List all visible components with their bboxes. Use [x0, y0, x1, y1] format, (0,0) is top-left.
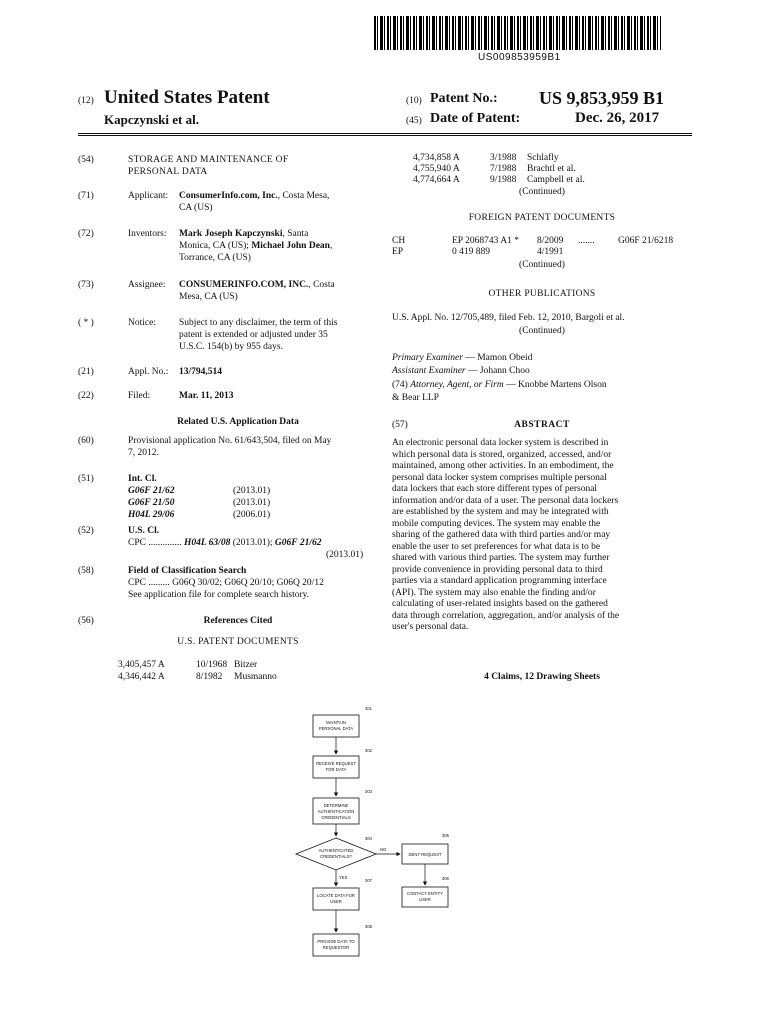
inventor-2: Michael John Dean: [251, 241, 330, 251]
other-publications-heading: OTHER PUBLICATIONS: [488, 289, 596, 299]
foreign-date: 8/2009: [537, 236, 564, 246]
inventor-1: Mark Joseph Kapczynski: [179, 229, 283, 239]
assignee-label: Assignee:: [128, 280, 166, 290]
int-cl-year: (2013.01): [233, 498, 271, 508]
abstract-line: information and/or data of a user. The personal data lockers: [392, 495, 619, 506]
abstract-line: sharing of the gathered data with third parties and/or may: [392, 530, 611, 540]
foreign-docs-heading: FOREIGN PATENT DOCUMENTS: [468, 213, 616, 223]
abstract-line: calculating of user-related insights based on the gathered: [392, 599, 608, 609]
num-45: (45): [406, 116, 422, 126]
claims-summary: 4 Claims, 12 Drawing Sheets: [484, 672, 600, 682]
foreign-dots: .......: [578, 236, 595, 246]
svg-text:301: 301: [365, 706, 372, 711]
related-data-heading: Related U.S. Application Data: [177, 417, 299, 427]
field-22-num: (22): [78, 391, 94, 401]
patent-no-label: Patent No.:: [430, 91, 498, 106]
field-search-label: Field of Classification Search: [128, 566, 247, 576]
field-54-num: (54): [78, 155, 94, 165]
foreign-number: 0 419 889: [452, 247, 490, 257]
filed-value: Mar. 11, 2013: [179, 391, 234, 401]
svg-text:PROVIDE DATA TO: PROVIDE DATA TO: [317, 939, 355, 944]
field-73-num: (73): [78, 280, 94, 290]
svg-text:AUTHENTICATED: AUTHENTICATED: [318, 848, 354, 853]
provisional-line-1: Provisional application No. 61/643,504, filed on May: [128, 436, 332, 446]
ref-number: 4,774,664 A: [413, 175, 460, 185]
applicant-line-2: CA (US): [179, 203, 213, 213]
ref-date: 7/1988: [490, 164, 517, 174]
provisional-line-2: 7, 2012.: [128, 448, 159, 458]
us-cl-label: U.S. Cl.: [128, 526, 160, 536]
int-cl-label: Int. Cl.: [128, 474, 157, 484]
ref-date: 9/1988: [490, 175, 517, 185]
ref-number: 4,346,442 A: [118, 672, 165, 682]
assignee-name: CONSUMERINFO.COM, INC.: [179, 280, 309, 290]
abstract-line: provide convenience in providing personal data to third: [392, 564, 603, 575]
ref-name: Bitzer: [234, 660, 258, 670]
abstract-line: (API). The system may also enable the finding and/or: [392, 587, 596, 598]
continued-label: (Continued): [519, 260, 565, 270]
ref-number: 3,405,457 A: [118, 660, 165, 670]
ref-name: Campbell et al.: [527, 175, 585, 185]
attorney-line-2: & Bear LLP: [392, 393, 439, 403]
appl-no-label: Appl. No.:: [128, 367, 169, 377]
abstract-heading: ABSTRACT: [514, 420, 570, 430]
notice-line-2: patent is extended or adjusted under 35: [179, 330, 328, 340]
references-heading: References Cited: [203, 616, 273, 626]
abstract-line: maintained, among other activities. In an embodiment, the: [392, 461, 614, 471]
appl-no-value: 13/794,514: [179, 367, 223, 377]
svg-text:DENY REQUEST: DENY REQUEST: [408, 852, 442, 857]
date-label: Date of Patent:: [430, 111, 521, 126]
svg-text:FOR DATA: FOR DATA: [325, 767, 347, 772]
svg-text:308: 308: [365, 924, 372, 929]
int-cl-year: (2006.01): [233, 510, 271, 520]
svg-text:304: 304: [365, 836, 372, 841]
ref-date: 8/1982: [196, 672, 223, 682]
abstract-line: which personal data is stored, organized, accessed, and/or: [392, 449, 612, 460]
inventors-line-2: Monica, CA (US); Michael John Dean,: [179, 241, 333, 251]
ref-date: 3/1988: [490, 153, 517, 163]
svg-text:302: 302: [365, 748, 372, 753]
filed-label: Filed:: [128, 391, 151, 401]
foreign-number: EP 2068743 A1 *: [452, 236, 519, 246]
svg-text:PERSONAL DATA: PERSONAL DATA: [318, 726, 354, 731]
svg-text:REQUESTOR: REQUESTOR: [322, 945, 350, 950]
abstract-line: personal data locker system comprises multiple personal: [392, 472, 607, 483]
svg-text:CREDENTIALS?: CREDENTIALS?: [320, 854, 352, 859]
svg-text:306: 306: [442, 876, 449, 881]
header-rule-top: [78, 133, 692, 134]
field-search-line-1: CPC ......... G06Q 30/02; G06Q 20/10; G06Q 20/12: [128, 578, 324, 588]
field-71-num: (71): [78, 191, 94, 201]
flowchart-figure: [290, 700, 480, 990]
assignee-line-1: CONSUMERINFO.COM, INC., Costa: [179, 280, 335, 290]
foreign-class: G06F 21/6218: [618, 236, 674, 246]
abstract-line: enable the user to set preferences for what data is to be: [392, 541, 601, 552]
abstract-line: data through correlation, aggregation, and/or analysis of the: [392, 610, 620, 621]
field-56-num: (56): [78, 616, 94, 626]
int-cl-year: (2013.01): [233, 486, 271, 496]
field-52-num: (52): [78, 526, 94, 536]
primary-examiner: Primary Examiner — Mamon Obeid: [392, 353, 533, 363]
ref-name: Brachtl et al.: [527, 164, 576, 174]
int-cl-row: H04L 29/06: [128, 510, 175, 520]
title-line-1: STORAGE AND MAINTENANCE OF: [128, 155, 289, 165]
foreign-date: 4/1991: [537, 247, 564, 257]
abstract-line: data lockers that each store different types of personal: [392, 484, 598, 494]
assignee-line-2: Mesa, CA (US): [179, 292, 238, 302]
ref-name: Schlafly: [527, 153, 559, 163]
field-21-num: (21): [78, 367, 94, 377]
applicant-label: Applicant:: [128, 191, 169, 201]
continued-label: (Continued): [519, 187, 565, 197]
continued-label: (Continued): [519, 326, 565, 336]
notice-line-1: Subject to any disclaimer, the term of this: [179, 318, 338, 328]
ref-number: 4,755,940 A: [413, 164, 460, 174]
title-line-2: PERSONAL DATA: [128, 167, 208, 177]
num-12: (12): [78, 96, 94, 106]
applicant-name: ConsumerInfo.com, Inc.: [179, 191, 278, 201]
patent-number: US 9,853,959 B1: [539, 88, 665, 108]
field-72-num: (72): [78, 229, 94, 239]
int-cl-row: G06F 21/62: [128, 486, 175, 496]
header-rule-bottom: [78, 135, 692, 136]
svg-text:YES: YES: [339, 875, 348, 880]
barcode-number: US009853959B1: [478, 52, 561, 63]
cpc-year: (2013.01): [326, 550, 364, 560]
svg-text:303: 303: [365, 789, 372, 794]
patent-date: Dec. 26, 2017: [575, 110, 660, 126]
cpc-line: CPC .............. H04L 63/08 (2013.01); G06F 21/62: [128, 538, 322, 548]
svg-text:NO: NO: [380, 847, 387, 852]
ref-number: 4,734,858 A: [413, 153, 460, 163]
svg-text:MAINTAIN: MAINTAIN: [326, 720, 346, 725]
abstract-line: An electronic personal data locker system is described in: [392, 438, 609, 448]
abstract-text: [392, 438, 692, 634]
svg-text:USER: USER: [330, 899, 342, 904]
inventors-short: Kapczynski et al.: [104, 112, 199, 127]
svg-text:307: 307: [365, 878, 372, 883]
patent-title: United States Patent: [104, 87, 270, 108]
field-58-num: (58): [78, 566, 94, 576]
abstract-line: shared with various third parties. The system may further: [392, 553, 610, 563]
num-10: (10): [406, 96, 422, 106]
inventors-label: Inventors:: [128, 229, 167, 239]
barcode: [374, 16, 661, 50]
inventors-line-1: Mark Joseph Kapczynski, Santa: [179, 229, 309, 239]
us-docs-heading: U.S. PATENT DOCUMENTS: [177, 637, 299, 647]
assistant-examiner: Assistant Examiner — Johann Choo: [392, 366, 530, 376]
other-publication: U.S. Appl. No. 12/705,489, filed Feb. 12, 2010, Bargoli et al.: [392, 313, 625, 323]
svg-text:AUTHENTICATION: AUTHENTICATION: [317, 809, 355, 814]
svg-text:RECEIVE REQUEST: RECEIVE REQUEST: [316, 761, 356, 766]
field-51-num: (51): [78, 474, 94, 484]
notice-label: Notice:: [128, 318, 156, 328]
svg-text:LOCATE DATA FOR: LOCATE DATA FOR: [317, 893, 355, 898]
abstract-num: (57): [392, 420, 408, 430]
ref-date: 10/1968: [196, 660, 228, 670]
svg-text:USER: USER: [419, 897, 431, 902]
svg-text:DETERMINE: DETERMINE: [323, 803, 349, 808]
svg-text:305: 305: [442, 833, 449, 838]
svg-text:CREDENTIALS: CREDENTIALS: [321, 815, 351, 820]
attorney-line-1: (74) Attorney, Agent, or Firm — Knobbe Martens Olson: [392, 380, 607, 390]
abstract-line: are established by the system and may be integrated with: [392, 507, 609, 517]
int-cl-row: G06F 21/50: [128, 498, 175, 508]
svg-text:CONTACT ENTITY: CONTACT ENTITY: [407, 891, 443, 896]
notice-num: ( * ): [78, 318, 94, 328]
foreign-cc: CH: [392, 236, 406, 246]
applicant-line-1: ConsumerInfo.com, Inc., Costa Mesa,: [179, 191, 330, 201]
foreign-cc: EP: [392, 247, 404, 257]
ref-name: Musmanno: [234, 672, 277, 682]
field-60-num: (60): [78, 436, 94, 446]
field-search-line-2: See application file for complete search history.: [128, 590, 310, 600]
inventors-line-3: Torrance, CA (US): [179, 253, 251, 263]
abstract-line: user's personal data.: [392, 622, 469, 632]
abstract-line: parties via a standard application programming interface: [392, 576, 607, 586]
notice-line-3: U.S.C. 154(b) by 955 days.: [179, 342, 283, 352]
abstract-line: mobile computing devices. The system may enable the: [392, 518, 601, 529]
